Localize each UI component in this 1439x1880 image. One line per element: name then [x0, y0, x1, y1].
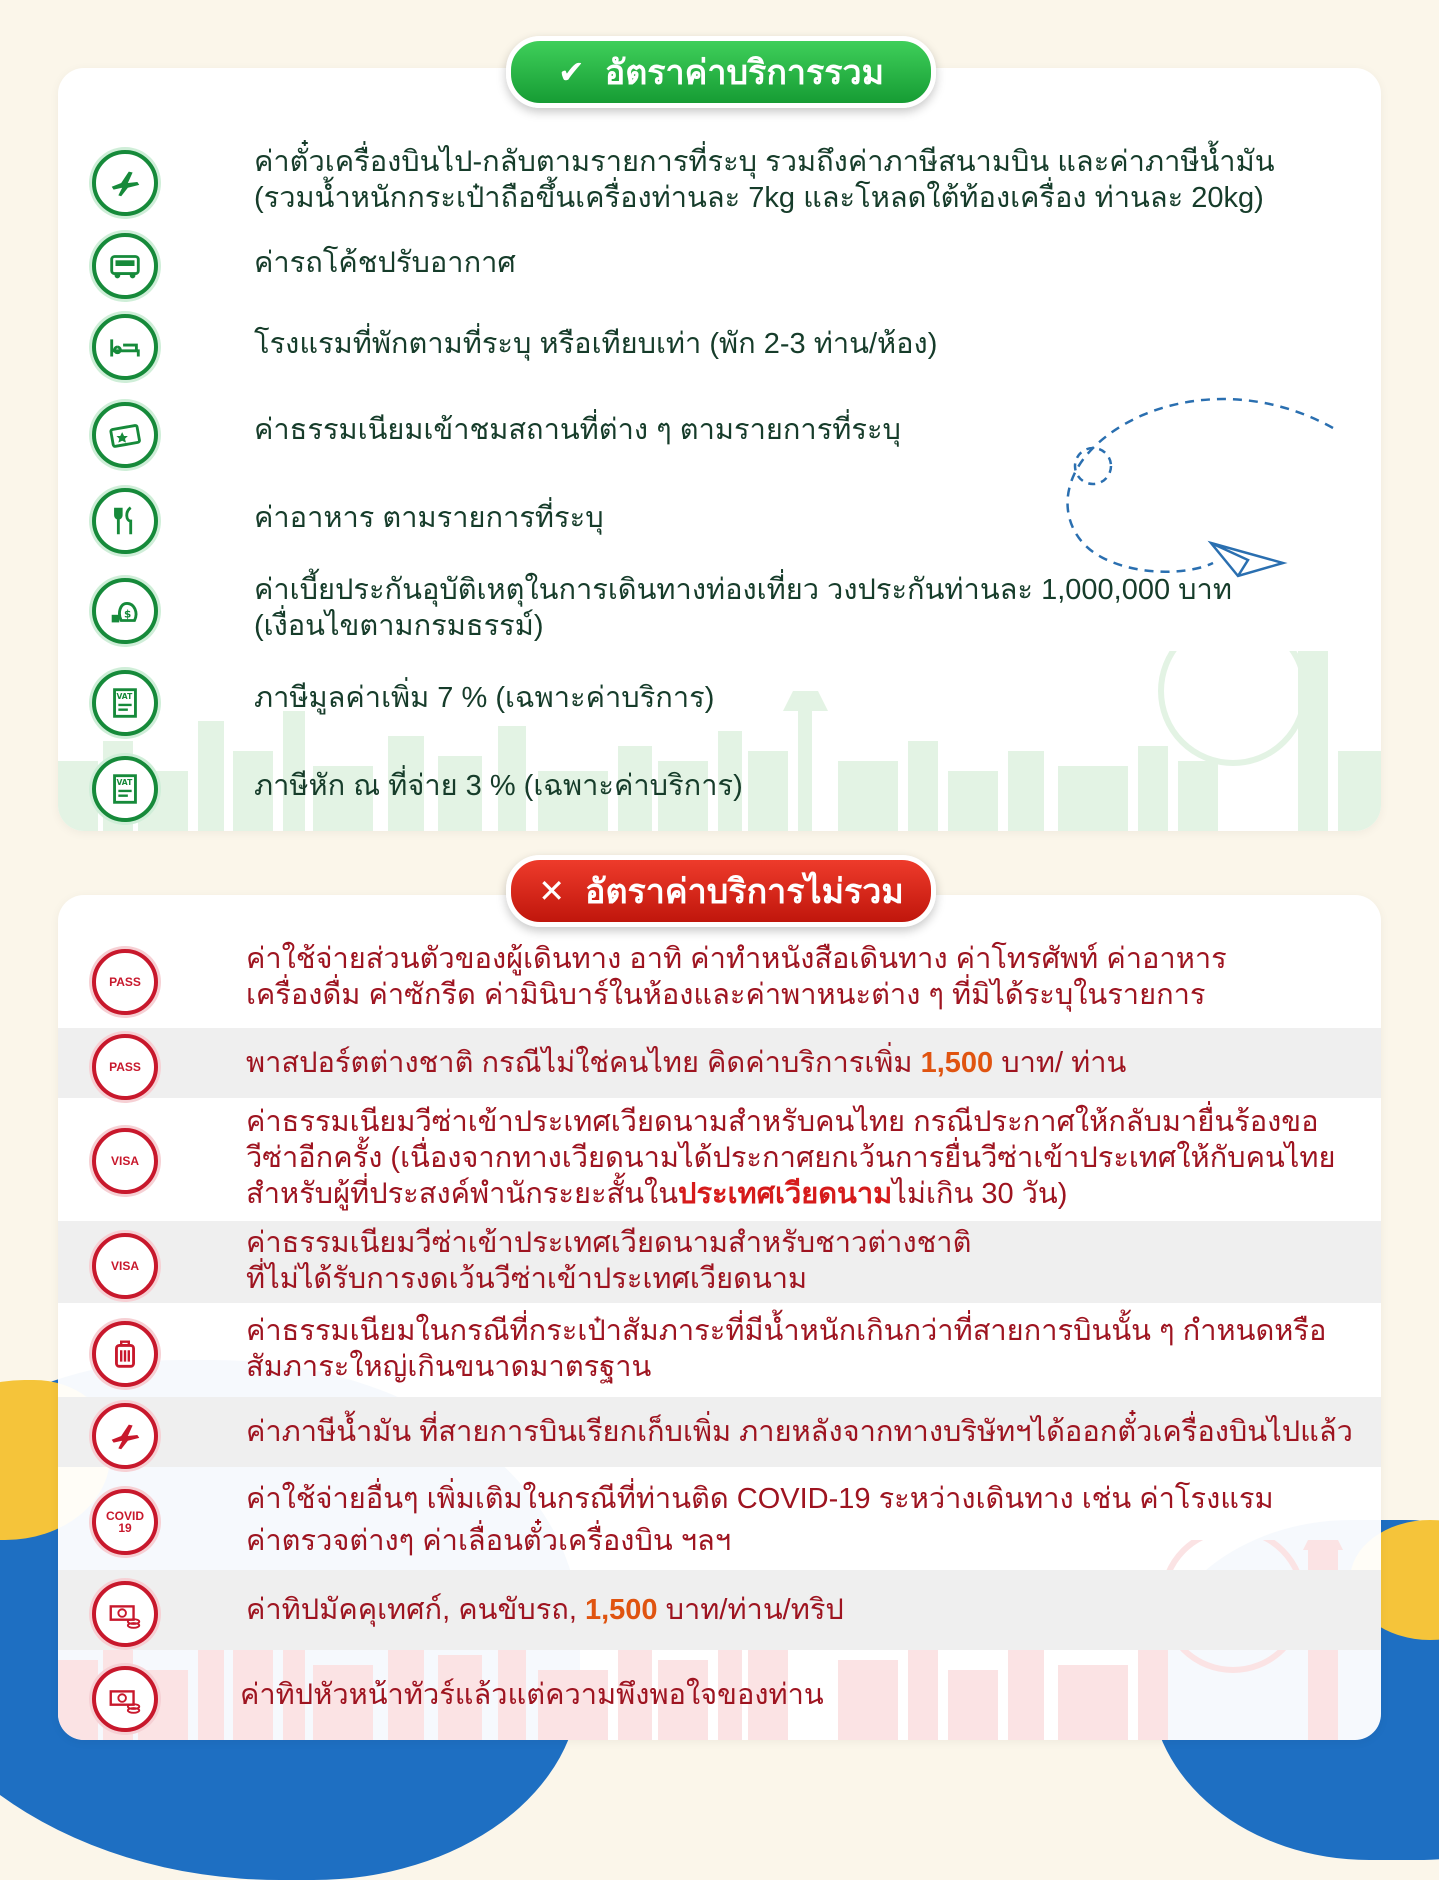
excluded-item-visa-thai	[58, 1102, 1381, 1214]
excluded-item-text: ค่าตรวจต่างๆ ค่าเลื่อนตั๋วเครื่องบิน ฯลฯ	[246, 1525, 732, 1557]
included-item-text: ค่ารถโค้ชปรับอากาศ	[254, 247, 516, 279]
excluded-title-text: อัตราค่าบริการไม่รวม	[585, 873, 904, 911]
svg-text:VAT: VAT	[116, 692, 133, 702]
excluded-item-fuel-surcharge	[58, 1397, 1381, 1467]
visa-icon-label: VISA	[110, 1259, 139, 1273]
excluded-item-text: ค่าธรรมเนียมในกรณีที่กระเป๋าสัมภาระที่มีน้ำหนักเกินกว่าที่สายการบินนั้น ๆ กำหนดหรือ	[246, 1315, 1327, 1347]
cross-icon: ✕	[538, 873, 566, 909]
excluded-item-text: ค่าใช้จ่ายอื่นๆ เพิ่มเติมในกรณีที่ท่านติด COVID-19 ระหว่างเดินทาง เช่น ค่าโรงแรม	[246, 1483, 1274, 1515]
excluded-item-tour-leader-tip	[58, 1655, 1381, 1735]
bus-icon	[92, 233, 158, 299]
excluded-item-covid	[58, 1473, 1381, 1563]
visa-icon-label: VISA	[110, 1154, 139, 1168]
visa-icon	[92, 1233, 158, 1299]
excluded-item-foreign-passport	[58, 1028, 1381, 1098]
included-item-text: ภาษีมูลค่าเพิ่ม 7 % (เฉพาะค่าบริการ)	[254, 682, 715, 714]
excluded-section-title	[506, 855, 936, 927]
included-item-insurance	[58, 562, 1381, 654]
excluded-item-text: สำหรับผู้ที่ประสงค์พำนักระยะสั้นในประเทศเวียดนามไม่เกิน 30 วัน)	[246, 1178, 1068, 1210]
bed-icon	[92, 314, 158, 380]
included-item-text: ค่าธรรมเนียมเข้าชมสถานที่ต่าง ๆ ตามรายการที่ระบุ	[254, 414, 901, 446]
excluded-item-text: ค่าธรรมเนียมวีซ่าเข้าประเทศเวียดนามสำหรับคนไทย กรณีประกาศให้กลับมายื่นร้องขอ	[246, 1106, 1319, 1138]
luggage-icon	[92, 1321, 158, 1387]
included-item-coach	[58, 227, 1381, 297]
excluded-item-text: ค่าทิปมัคคุเทศก์, คนขับรถ, 1,500 บาท/ท่าน/ทริป	[246, 1594, 844, 1626]
insurance-icon	[92, 578, 158, 644]
excluded-item-guide-tip	[58, 1570, 1381, 1650]
excluded-item-text: วีซ่าอีกครั้ง (เนื่องจากทางเวียดนามได้ประกาศยกเว้นการยื่นวีซ่าเข้าประเทศให้กับคนไทย	[246, 1142, 1336, 1174]
country-highlight: ประเทศเวียดนาม	[678, 1178, 893, 1210]
included-item-hotel	[58, 306, 1381, 384]
excluded-item-excess-baggage	[58, 1309, 1381, 1391]
included-item-text: (รวมน้ำหนักกระเป๋าถือขึ้นเครื่องท่านละ 7kg และโหลดใต้ท้องเครื่อง ท่านละ 20kg)	[254, 182, 1264, 214]
included-title-text: อัตราค่าบริการรวม	[604, 54, 885, 92]
check-icon: ✔	[557, 54, 585, 90]
included-services-card	[58, 68, 1381, 831]
included-item-withholding-tax	[58, 746, 1381, 826]
passport-icon-label: PASS	[109, 1060, 141, 1074]
covid-icon	[92, 1489, 158, 1555]
vat-document-icon	[92, 670, 158, 736]
included-item-text: ภาษีหัก ณ ที่จ่าย 3 % (เฉพาะค่าบริการ)	[254, 770, 743, 802]
included-item-text: (เงื่อนไขตามกรมธรรม์)	[254, 610, 544, 642]
vat-document-icon	[92, 756, 158, 822]
cutlery-icon	[92, 488, 158, 554]
excluded-item-visa-foreigner	[58, 1221, 1381, 1303]
ticket-icon	[92, 402, 158, 468]
passport-icon	[92, 949, 158, 1015]
included-item-text: ค่าเบี้ยประกันอุบัติเหตุในการเดินทางท่องเที่ยว วงประกันท่านละ 1,000,000 บาท	[254, 574, 1232, 606]
included-item-meals	[58, 480, 1381, 556]
visa-icon	[92, 1128, 158, 1194]
excluded-item-text: ค่าธรรมเนียมวีซ่าเข้าประเทศเวียดนามสำหรับชาวต่างชาติ	[246, 1227, 972, 1259]
excluded-item-text: เครื่องดื่ม ค่าซักรีด ค่ามินิบาร์ในห้องและค่าพาหนะต่าง ๆ ที่มิได้ระบุในรายการ	[246, 979, 1206, 1011]
included-item-airfare	[58, 134, 1381, 224]
money-icon	[92, 1666, 158, 1732]
excluded-item-text: พาสปอร์ตต่างชาติ กรณีไม่ใช่คนไทย คิดค่าบริการเพิ่ม 1,500 บาท/ ท่าน	[246, 1047, 1127, 1079]
included-item-vat	[58, 658, 1381, 740]
money-icon	[92, 1581, 158, 1647]
excluded-item-text: ค่าใช้จ่ายส่วนตัวของผู้เดินทาง อาทิ ค่าทำหนังสือเดินทาง ค่าโทรศัพท์ ค่าอาหาร	[246, 943, 1227, 975]
covid-icon-label: COVID 19	[105, 1509, 144, 1535]
airplane-icon	[92, 1403, 158, 1469]
excluded-item-text: ค่าภาษีน้ำมัน ที่สายการบินเรียกเก็บเพิ่ม ภายหลังจากทางบริษัทฯได้ออกตั๋วเครื่องบินไปแล้ว	[246, 1416, 1353, 1448]
excluded-item-personal-expenses	[58, 933, 1381, 1023]
airplane-icon	[92, 150, 158, 216]
excluded-item-text: ที่ไม่ได้รับการงดเว้นวีซ่าเข้าประเทศเวียดนาม	[246, 1263, 808, 1295]
excluded-item-text: ค่าทิปหัวหน้าทัวร์แล้วแต่ความพึงพอใจของท่าน	[240, 1679, 824, 1711]
excluded-item-text: สัมภาระใหญ่เกินขนาดมาตรฐาน	[246, 1351, 652, 1383]
svg-text:VAT: VAT	[116, 778, 133, 788]
included-item-text: ค่าตั๋วเครื่องบินไป-กลับตามรายการที่ระบุ รวมถึงค่าภาษีสนามบิน และค่าภาษีน้ำมัน	[254, 146, 1275, 178]
passport-icon-label: PASS	[109, 975, 141, 989]
passport-icon	[92, 1034, 158, 1100]
price-highlight: 1,500	[920, 1047, 994, 1079]
price-highlight: 1,500	[584, 1594, 658, 1626]
excluded-services-card	[58, 895, 1381, 1740]
included-item-admission	[58, 388, 1381, 474]
included-item-text: ค่าอาหาร ตามรายการที่ระบุ	[254, 502, 604, 534]
included-item-text: โรงแรมที่พักตามที่ระบุ หรือเทียบเท่า (พัก 2-3 ท่าน/ห้อง)	[254, 328, 938, 360]
included-section-title	[506, 36, 936, 108]
svg-text:$: $	[124, 608, 132, 621]
